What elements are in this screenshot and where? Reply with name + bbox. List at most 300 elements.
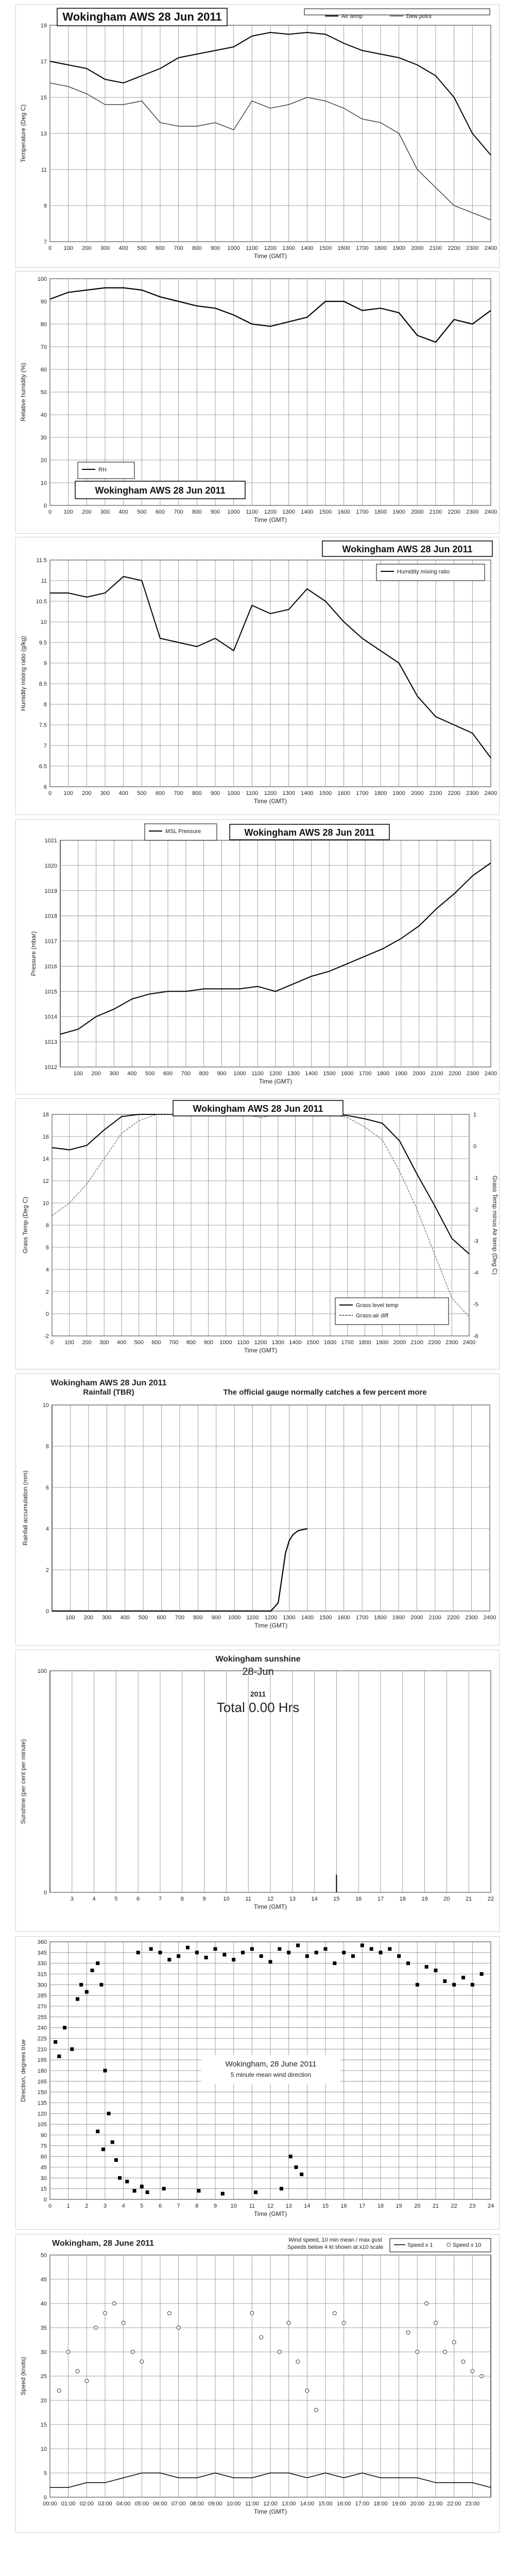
- x-tick-label: 18: [377, 2203, 384, 2209]
- x-tick-label: 900: [203, 1340, 213, 1346]
- x-tick-label: 10:00: [226, 2501, 241, 2507]
- chart-note: The official gauge normally catches a few percent more: [223, 1388, 427, 1397]
- speed-x10-point: [452, 2341, 456, 2344]
- speed-x10-point: [278, 2350, 281, 2354]
- y-tick-label: 17: [40, 59, 47, 65]
- x-tick-label: 05:00: [134, 2501, 149, 2507]
- x-tick-label: 1600: [323, 1340, 337, 1346]
- y-tick-label: 40: [40, 412, 47, 418]
- x-axis-title: Time (GMT): [253, 516, 287, 523]
- y2-tick-label: -1: [473, 1175, 478, 1181]
- x-tick-label: 8: [195, 2203, 199, 2209]
- direction-point: [471, 1983, 474, 1987]
- x-tick-label: 1700: [356, 245, 369, 251]
- x-tick-label: 1100: [246, 1615, 259, 1621]
- y-tick-label: 100: [37, 276, 47, 282]
- chart-note: Speeds below 4 kt shown at x10 scale: [287, 2244, 384, 2250]
- x-tick-label: 12: [267, 1896, 274, 1902]
- wind-speed-chart-panel: [15, 2234, 500, 2533]
- x-tick-label: 600: [155, 509, 165, 515]
- direction-point: [140, 2185, 144, 2189]
- x-tick-label: 400: [120, 1615, 130, 1621]
- x-tick-label: 08:00: [190, 2501, 204, 2507]
- y-tick-label: 9.5: [39, 640, 47, 646]
- direction-point: [480, 1972, 484, 1976]
- legend-label: Air temp: [341, 13, 363, 20]
- chart-total: Total 0.00 Hrs: [216, 1700, 300, 1715]
- rainfall-chart-panel: [15, 1374, 500, 1646]
- x-tick-label: 20: [414, 2203, 421, 2209]
- y-tick-label: 225: [37, 2036, 47, 2042]
- x-tick-label: 4: [122, 2203, 125, 2209]
- chart-title: Wokingham, 28 June 2011: [225, 2060, 317, 2069]
- x-tick-label: 10: [223, 1896, 230, 1902]
- x-tick-label: 400: [127, 1071, 137, 1077]
- x-tick-label: 04:00: [116, 2501, 131, 2507]
- x-tick-label: 2400: [462, 1340, 476, 1346]
- y-tick-label: 135: [37, 2100, 47, 2107]
- x-tick-label: 2400: [484, 1071, 497, 1077]
- direction-point: [300, 2173, 303, 2176]
- speed-x10-point: [122, 2321, 125, 2325]
- direction-point: [101, 2147, 105, 2151]
- speed-x10-point: [480, 2375, 484, 2378]
- y-tick-label: 6: [43, 784, 47, 790]
- x-tick-label: 100: [63, 245, 73, 251]
- y-tick-label: 8: [45, 1223, 49, 1229]
- speed-x10-point: [131, 2350, 134, 2354]
- x-tick-label: 1800: [358, 1340, 371, 1346]
- x-tick-label: 2200: [428, 1340, 441, 1346]
- x-tick-label: 1800: [374, 1615, 387, 1621]
- x-tick-label: 200: [83, 1615, 94, 1621]
- x-tick-label: 1000: [227, 509, 240, 515]
- direction-point: [149, 1947, 153, 1951]
- y-tick-label: 45: [40, 2164, 47, 2171]
- direction-point: [197, 2189, 200, 2193]
- x-tick-label: 400: [118, 245, 128, 251]
- y-tick-label: 0: [45, 1608, 49, 1615]
- x-tick-label: 200: [82, 509, 92, 515]
- direction-point: [360, 1943, 364, 1947]
- x-tick-label: 14: [311, 1896, 318, 1902]
- y-tick-label: 4: [45, 1526, 49, 1532]
- direction-point: [241, 1951, 245, 1954]
- x-tick-label: 1400: [301, 245, 314, 251]
- grass-temp-chart-panel: [15, 1098, 500, 1369]
- x-tick-label: 19:00: [391, 2501, 406, 2507]
- y-tick-label: 18: [42, 1112, 49, 1118]
- x-tick-label: 8: [180, 1896, 184, 1902]
- y-tick-label: 4: [45, 1267, 49, 1273]
- y2-tick-label: -4: [473, 1270, 478, 1277]
- direction-point: [296, 1943, 300, 1947]
- speed-x10-point: [250, 2311, 254, 2315]
- speed-x10-point: [425, 2302, 428, 2306]
- x-tick-label: 1000: [219, 1340, 232, 1346]
- x-tick-label: 400: [116, 1340, 127, 1346]
- speed-x10-point: [305, 2389, 309, 2393]
- x-tick-label: 600: [163, 1071, 173, 1077]
- direction-point: [379, 1951, 383, 1954]
- x-tick-label: 13: [289, 1896, 296, 1902]
- direction-point: [85, 1990, 89, 1994]
- y2-axis-title: Grass Temp minus Air temp (Deg C): [491, 1175, 499, 1275]
- y-tick-label: 40: [40, 2301, 47, 2307]
- x-tick-label: 300: [100, 245, 110, 251]
- direction-point: [397, 1954, 401, 1958]
- x-axis-title: Time (GMT): [253, 252, 287, 260]
- y-tick-label: 1014: [44, 1014, 57, 1021]
- y-tick-label: 50: [40, 2252, 47, 2259]
- x-tick-label: 900: [211, 1615, 221, 1621]
- y-tick-label: 0: [45, 1311, 49, 1317]
- y-tick-label: 20: [40, 2398, 47, 2404]
- y2-tick-label: -3: [473, 1238, 478, 1245]
- x-tick-label: 1100: [251, 1071, 264, 1077]
- x-axis-title: Time (GMT): [253, 2210, 287, 2217]
- x-tick-label: 15:00: [318, 2501, 333, 2507]
- x-tick-label: 2000: [411, 790, 424, 796]
- x-tick-label: 500: [134, 1340, 144, 1346]
- y-tick-label: 35: [40, 2325, 47, 2331]
- y-tick-label: 255: [37, 2014, 47, 2021]
- y-tick-label: 2: [45, 1289, 49, 1295]
- x-tick-label: 9: [213, 2203, 217, 2209]
- x-tick-label: 2400: [484, 509, 497, 515]
- x-tick-label: 1600: [341, 1071, 354, 1077]
- x-tick-label: 9: [202, 1896, 206, 1902]
- x-tick-label: 1600: [337, 790, 350, 796]
- x-tick-label: 1400: [305, 1071, 318, 1077]
- sunshine-chart-panel: [15, 1650, 500, 1932]
- legend-box: [304, 9, 490, 15]
- y-tick-label: 300: [37, 1982, 47, 1989]
- direction-point: [204, 1956, 208, 1959]
- x-tick-label: 2200: [449, 1071, 461, 1077]
- chart-subtitle: Wind speed, 10 min mean / max gust: [288, 2237, 382, 2243]
- chart-title: Wokingham AWS 28 Jun 2011: [95, 485, 226, 496]
- y-tick-label: 1017: [44, 938, 57, 945]
- direction-point: [289, 2155, 293, 2158]
- x-tick-label: 02:00: [79, 2501, 94, 2507]
- x-tick-label: 900: [210, 790, 220, 796]
- temperature-chart-panel: [15, 4, 500, 268]
- direction-point: [146, 2191, 149, 2194]
- x-tick-label: 100: [64, 1340, 74, 1346]
- x-tick-label: 400: [118, 509, 128, 515]
- x-tick-label: 15: [322, 2203, 329, 2209]
- wind-speed-chart: [16, 2234, 499, 2532]
- x-tick-label: 11:00: [245, 2501, 259, 2507]
- x-tick-label: 17: [377, 1896, 384, 1902]
- x-tick-label: 1300: [271, 1340, 284, 1346]
- x-tick-label: 00:00: [43, 2501, 57, 2507]
- x-tick-label: 600: [155, 245, 165, 251]
- y-axis-title: Temperature (Deg C): [20, 104, 27, 163]
- y-tick-label: 0: [43, 2197, 47, 2203]
- x-tick-label: 600: [155, 790, 165, 796]
- x-tick-label: 800: [192, 509, 202, 515]
- direction-point: [333, 1961, 336, 1965]
- y-axis-title: Relative humidity (%): [20, 363, 27, 421]
- x-tick-label: 2000: [413, 1071, 425, 1077]
- x-tick-label: 1700: [356, 790, 369, 796]
- mixing-ratio-chart-panel: [15, 537, 500, 815]
- x-tick-label: 16: [355, 1896, 362, 1902]
- speed-x10-point: [434, 2321, 438, 2325]
- x-tick-label: 800: [193, 1615, 203, 1621]
- x-tick-label: 19: [421, 1896, 428, 1902]
- x-tick-label: 1000: [233, 1071, 246, 1077]
- x-tick-label: 16: [340, 2203, 347, 2209]
- x-tick-label: 2300: [466, 790, 479, 796]
- x-tick-label: 1700: [341, 1340, 354, 1346]
- x-tick-label: 11: [245, 1896, 251, 1902]
- x-tick-label: 2300: [466, 509, 479, 515]
- wind-direction-chart-panel: [15, 1936, 500, 2230]
- x-tick-label: 1800: [376, 1071, 390, 1077]
- y-tick-label: 20: [40, 457, 47, 464]
- x-tick-label: 1500: [323, 1071, 336, 1077]
- x-tick-label: 1: [66, 2203, 70, 2209]
- chart-title: Wokingham AWS 28 Jun 2011: [342, 544, 473, 554]
- humidity-chart-panel: [15, 271, 500, 534]
- x-tick-label: 1400: [301, 1615, 314, 1621]
- y-tick-label: 1015: [44, 989, 57, 995]
- x-tick-label: 2100: [429, 245, 442, 251]
- y-tick-label: 2: [45, 1567, 49, 1573]
- x-axis-title: Time (GMT): [253, 2508, 287, 2515]
- x-tick-label: 600: [151, 1340, 161, 1346]
- x-tick-label: 10: [230, 2203, 237, 2209]
- x-tick-label: 1600: [337, 245, 350, 251]
- direction-point: [324, 1947, 328, 1951]
- y-tick-label: 60: [40, 2154, 47, 2160]
- direction-point: [388, 1947, 391, 1951]
- x-tick-label: 5: [114, 1896, 118, 1902]
- speed-x10-point: [140, 2360, 144, 2363]
- x-tick-label: 2400: [483, 1615, 496, 1621]
- y-tick-label: 10: [40, 480, 47, 486]
- mixing-ratio-chart: [16, 537, 499, 815]
- direction-point: [280, 2187, 283, 2191]
- x-tick-label: 700: [174, 509, 183, 515]
- y-tick-label: 1013: [44, 1039, 57, 1046]
- y-tick-label: 0: [43, 2495, 47, 2501]
- y-tick-label: 315: [37, 1971, 47, 1978]
- direction-point: [186, 1946, 190, 1950]
- direction-point: [107, 2112, 111, 2115]
- x-tick-label: 200: [82, 245, 92, 251]
- direction-point: [96, 1961, 99, 1965]
- direction-point: [269, 1960, 272, 1963]
- direction-point: [452, 1983, 456, 1987]
- direction-point: [443, 1979, 447, 1983]
- y-tick-label: 1018: [44, 913, 57, 920]
- x-tick-label: 1000: [228, 1615, 241, 1621]
- x-tick-label: 12: [267, 2203, 274, 2209]
- x-tick-label: 1200: [254, 1340, 267, 1346]
- x-tick-label: 21: [466, 1896, 472, 1902]
- x-tick-label: 1300: [282, 509, 295, 515]
- y-tick-label: 330: [37, 1960, 47, 1967]
- x-axis-title: Time (GMT): [254, 1622, 288, 1629]
- x-tick-label: 3: [103, 2203, 107, 2209]
- y-tick-label: 50: [40, 389, 47, 396]
- y-tick-label: 10: [40, 619, 47, 625]
- x-tick-label: 800: [186, 1340, 196, 1346]
- legend-label: Grass level temp: [356, 1302, 399, 1309]
- x-tick-label: 900: [210, 509, 220, 515]
- direction-point: [250, 1947, 254, 1951]
- x-tick-label: 2300: [466, 245, 479, 251]
- y-tick-label: 0: [43, 1890, 47, 1896]
- x-tick-label: 1100: [237, 1340, 250, 1346]
- x-tick-label: 0: [48, 790, 52, 796]
- y-tick-label: 285: [37, 1993, 47, 1999]
- y-tick-label: 1012: [44, 1064, 57, 1071]
- x-tick-label: 2000: [411, 245, 424, 251]
- y-tick-label: 30: [40, 2349, 47, 2355]
- y-tick-label: 15: [40, 2422, 47, 2428]
- direction-point: [162, 2187, 166, 2191]
- x-tick-label: 1400: [289, 1340, 302, 1346]
- x-tick-label: 2100: [431, 1071, 443, 1077]
- x-tick-label: 0: [48, 509, 52, 515]
- x-tick-label: 4: [92, 1896, 96, 1902]
- x-tick-label: 1800: [374, 790, 387, 796]
- x-tick-label: 700: [174, 245, 183, 251]
- y-tick-label: 80: [40, 321, 47, 328]
- x-tick-label: 1500: [319, 790, 332, 796]
- y-tick-label: 6: [45, 1485, 49, 1491]
- x-tick-label: 22:00: [447, 2501, 461, 2507]
- direction-point: [63, 2026, 66, 2029]
- x-tick-label: 1700: [358, 1071, 372, 1077]
- temperature-chart: [16, 5, 499, 267]
- x-tick-label: 09:00: [208, 2501, 222, 2507]
- direction-point: [305, 1954, 309, 1958]
- legend-box: [335, 1298, 449, 1325]
- x-tick-label: 13: [285, 2203, 292, 2209]
- y-tick-label: 105: [37, 2122, 47, 2128]
- y-tick-label: 6: [45, 1245, 49, 1251]
- x-tick-label: 2400: [484, 245, 497, 251]
- direction-point: [214, 1947, 217, 1951]
- x-tick-label: 0: [48, 245, 52, 251]
- x-tick-label: 1400: [301, 509, 314, 515]
- y-tick-label: 30: [40, 435, 47, 441]
- x-tick-label: 200: [91, 1071, 101, 1077]
- x-tick-label: 2: [85, 2203, 89, 2209]
- speed-x10-point: [76, 2369, 79, 2373]
- direction-point: [342, 1951, 346, 1954]
- x-tick-label: 300: [99, 1340, 109, 1346]
- direction-point: [99, 1983, 103, 1987]
- x-tick-label: 100: [65, 1615, 75, 1621]
- x-tick-label: 1500: [319, 245, 332, 251]
- x-tick-label: 6: [158, 2203, 162, 2209]
- pressure-chart-panel: [15, 819, 500, 1094]
- y-axis-title: Direction, degrees true: [20, 2039, 27, 2102]
- x-tick-label: 2300: [466, 1071, 479, 1077]
- x-tick-label: 500: [145, 1071, 155, 1077]
- y-tick-label: 1019: [44, 888, 57, 894]
- direction-point: [96, 2130, 99, 2133]
- y-tick-label: 25: [40, 2374, 47, 2380]
- legend-label: MSL Pressure: [165, 828, 201, 835]
- y-tick-label: 45: [40, 2277, 47, 2283]
- y-axis-title: Pressure (mbar): [30, 931, 37, 976]
- x-tick-label: 1200: [264, 1615, 278, 1621]
- y-tick-label: 345: [37, 1950, 47, 1956]
- x-tick-label: 20: [443, 1896, 450, 1902]
- y-tick-label: 195: [37, 2057, 47, 2064]
- direction-point: [167, 1958, 171, 1961]
- y-axis-title: Grass Temp (Deg C): [22, 1197, 29, 1253]
- legend-label: Speed x 10: [453, 2242, 482, 2248]
- x-tick-label: 500: [137, 509, 147, 515]
- legend-label: Speed x 1: [407, 2242, 433, 2248]
- x-tick-label: 22: [487, 1896, 494, 1902]
- y-tick-label: 11.5: [36, 557, 47, 564]
- x-tick-label: 2200: [448, 509, 460, 515]
- chart-title: Wokingham AWS 28 Jun 2011: [50, 1379, 167, 1387]
- x-tick-label: 0: [48, 2203, 52, 2209]
- x-tick-label: 17:00: [355, 2501, 370, 2507]
- y-tick-label: 210: [37, 2046, 47, 2053]
- x-tick-label: 18: [399, 1896, 406, 1902]
- x-tick-label: 2000: [410, 1615, 423, 1621]
- chart-subtitle: Rainfall (TBR): [83, 1388, 134, 1397]
- x-tick-label: 6: [136, 1896, 140, 1902]
- x-tick-label: 1300: [282, 790, 295, 796]
- direction-point: [278, 1947, 281, 1951]
- rainfall-chart: [16, 1374, 499, 1645]
- y-tick-label: 19: [40, 23, 47, 29]
- x-tick-label: 1400: [301, 790, 314, 796]
- y-tick-label: 15: [40, 95, 47, 101]
- direction-point: [294, 2165, 298, 2169]
- grass-temp-chart: [16, 1099, 499, 1369]
- x-tick-label: 100: [63, 509, 73, 515]
- x-tick-label: 1000: [227, 245, 240, 251]
- y2-tick-label: -2: [473, 1207, 478, 1213]
- x-tick-label: 22: [451, 2203, 457, 2209]
- x-tick-label: 1900: [376, 1340, 389, 1346]
- x-tick-label: 06:00: [153, 2501, 167, 2507]
- y-tick-label: 10: [40, 2446, 47, 2452]
- speed-x10-point: [57, 2389, 61, 2393]
- speed-x10-point: [406, 2331, 410, 2334]
- x-tick-label: 2100: [429, 790, 442, 796]
- chart-title: Wokingham AWS 28 Jun 2011: [244, 827, 375, 838]
- direction-point: [406, 1961, 410, 1965]
- y-tick-label: 8: [43, 702, 47, 708]
- direction-point: [254, 2191, 258, 2194]
- x-tick-label: 1900: [394, 1071, 408, 1077]
- x-tick-label: 300: [109, 1071, 119, 1077]
- x-tick-label: 1100: [246, 509, 259, 515]
- x-tick-label: 2200: [448, 245, 460, 251]
- y2-tick-label: 0: [473, 1143, 477, 1150]
- x-tick-label: 1900: [392, 509, 405, 515]
- direction-point: [260, 1954, 263, 1958]
- x-tick-label: 2100: [428, 1615, 441, 1621]
- speed-x10-point: [443, 2350, 447, 2354]
- y2-tick-label: 1: [473, 1112, 477, 1118]
